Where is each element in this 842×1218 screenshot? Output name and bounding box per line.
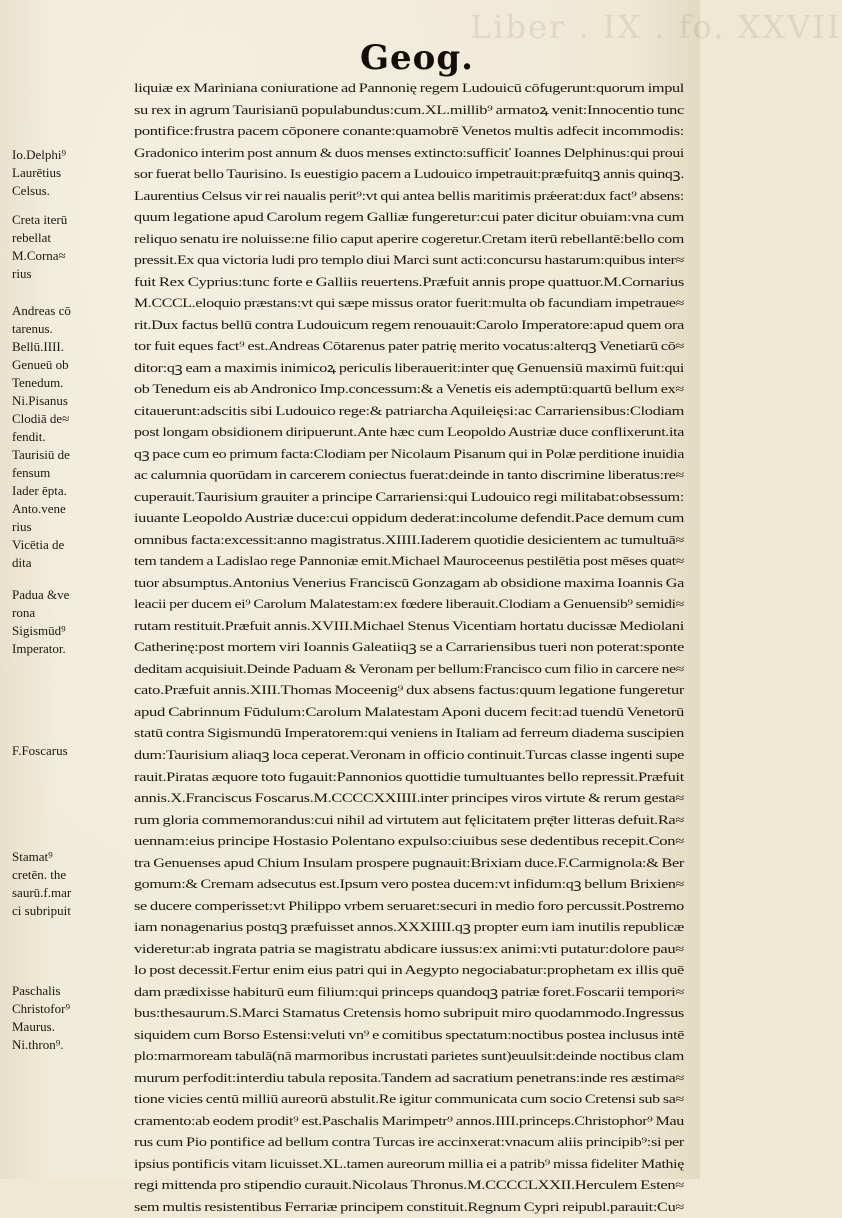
text-line (134, 444, 684, 466)
margin-note (12, 211, 137, 283)
text-line (134, 680, 684, 702)
text-line (134, 336, 684, 358)
text-line-content: iam nonagenarius postqꝫ præfuisset annos.XXXIIII.qꝫ propter eum iam inutilis republicæ (134, 920, 684, 935)
text-line (134, 874, 684, 896)
text-line-content: rauit.Piratas æquore toto fugauit:Pannonios quottidie tumultuantes bello repressit.Præfuit (134, 769, 684, 784)
text-line-content: su rex in agrum Taurisianū populabundus:cum.XL.millib⁹ armatoꝝ venit:Innocentio tunc (134, 102, 684, 117)
main-text-column (134, 78, 684, 1218)
margin-note-line: Io.Delphi⁹ (12, 147, 66, 162)
text-line-content: dum:Taurisium aliaqꝫ loca ceperat.Veronam in officio continuit.Turcas classe ingenti supe (134, 747, 684, 762)
bleed-through-text: Liber . IX . fo. XXVII (470, 8, 842, 46)
text-line (134, 272, 684, 294)
margin-note-line: Laurētius (12, 165, 62, 180)
text-line (134, 358, 684, 380)
margin-note-line: Anto.vene (12, 501, 66, 516)
text-line-content: sem multis resistentibus Ferrariæ principem constituit.Regnum Cypri reipubl.parauit:Cu≈ (134, 1199, 684, 1214)
margin-note-line: Tenedum. (12, 375, 64, 390)
margin-note-line: Maurus. (12, 1019, 55, 1034)
margin-note-line: Sigismūd⁹ (12, 623, 66, 638)
text-line (134, 121, 684, 143)
text-line (134, 530, 684, 552)
text-line (134, 831, 684, 853)
text-line-content: tuor absumptus.Antonius Venerius Franciscū Gonzagam ab obsidione maxima Ioannis Ga (134, 575, 684, 590)
text-line (134, 422, 684, 444)
margin-note (12, 302, 137, 572)
margin-note-line: cretēn. the (12, 867, 67, 882)
margin-note-line: Genueū ob (12, 357, 69, 372)
text-line (134, 723, 684, 745)
text-line-content: Catherinę:post mortem viri Ioannis Galeatiiqꝫ se a Carrariensibus tueri non poterat:sponte (134, 640, 684, 655)
margin-note-line: Stamat⁹ (12, 849, 53, 864)
text-line (134, 1025, 684, 1047)
text-line-content: liquiæ ex Mariniana coniuratione ad Pannonię regem Ludouicū cōfugerunt:quorum impul (134, 81, 684, 95)
text-line (134, 401, 684, 423)
text-line-content: omnibus facta:excessit:anno magistratus.XIIII.Iaderem quotidie desicientem ac tumultuā≈ (134, 532, 684, 547)
text-line-content: rum gloria commemorandus:cui nihil ad virtutem aut fęlicitatem prę̄ter litteras defuit.Ra≈ (134, 812, 684, 827)
text-line (134, 465, 684, 487)
text-line-content: Laurentius Celsus vir rei naualis perit⁹:vt qui antea bellis maritimis prǽerat:dux fact⁹ absens: (134, 188, 684, 203)
margin-note (12, 982, 137, 1054)
margin-note-line: fensum (12, 465, 51, 480)
margin-note (12, 586, 137, 658)
text-line (134, 1003, 684, 1025)
margin-note-line: Ni.thron⁹. (12, 1037, 64, 1052)
text-line-content: qꝫ pace cum eo primum facta:Clodiam per Nicolaum Pisanum qui in Polæ perditione inuidia (134, 446, 684, 461)
text-line (134, 702, 684, 724)
text-line-content: gomum:& Cremam adsecutus est.Ipsum vero postea ducem:vt infidum:qꝫ bellum Brixien≈ (134, 877, 684, 892)
text-line-content: ipsius pontificis vitam licuisset.XL.tamen aureorum millia ei a patrib⁹ missa fideliter Mathię (134, 1156, 684, 1171)
text-line-content: videretur:ab ingrata patria se magistratu abdicare iussus:ex animi:vti putatur:dolore pau≈ (134, 941, 684, 956)
margin-note-line: rona (12, 605, 36, 620)
text-line (134, 810, 684, 832)
text-line-content: post longam obsidionem diripuerunt.Ante hæc cum Leopoldo Austriæ duce conflixerunt.ita (134, 425, 684, 440)
text-line-content: dam prædixisse habiturū eum filium:qui princeps quandoqꝫ patriæ foret.Foscarii tempori≈ (134, 984, 684, 999)
text-line (134, 143, 684, 165)
text-line (134, 594, 684, 616)
text-line-content: apud Cabrinnum Fūdulum:Carolum Malatestam Aponi ducem fecit:ad tuendū Venetorū (134, 704, 684, 719)
text-line-content: quum legatione apud Carolum regem Galliæ fungeretur:cui pater dicitur obuiam:vna cum (134, 210, 684, 225)
text-line (134, 1089, 684, 1111)
text-line (134, 853, 684, 875)
text-line-content: se ducere comperisset:vt Philippo vrbem seruaret:securi in medio foro percussit.Postremo (134, 898, 684, 913)
text-line-content: rus cum Pio pontifice ad bellum contra Turcas ire accinxerat:vnacum aliis principib⁹:si per (134, 1135, 684, 1150)
margin-note-line: Padua &ve (12, 587, 70, 602)
margin-note (12, 848, 137, 920)
margin-note-line: Andreas cō (12, 303, 71, 318)
margin-note-line: Christofor⁹ (12, 1001, 70, 1016)
text-line (134, 487, 684, 509)
margin-note (12, 742, 137, 760)
text-line-content: pontifice:frustra pacem cōponere conante:quamobrē Venetos multis adfecit incommodis: (134, 124, 684, 139)
margin-note-line: Vicētia de (12, 537, 65, 552)
text-line (134, 1046, 684, 1068)
text-line (134, 939, 684, 961)
text-line (134, 659, 684, 681)
margin-note-line: F.Foscarus (12, 743, 68, 758)
text-line (134, 100, 684, 122)
text-line-content: rutam restituit.Præfuit annis.XVIII.Michael Stenus Vicentiam hortatu ducissæ Mediolani (134, 618, 684, 633)
text-line (134, 960, 684, 982)
margin-note-line: Creta iterū (12, 212, 68, 227)
text-line (134, 1068, 684, 1090)
text-line-content: leacii per ducem ei⁹ Carolum Malatestam:ex fœdere liberauit.Clodiam a Genuensib⁹ semidi≈ (134, 597, 684, 612)
text-line-content: cramento:ab eodem prodit⁹ est.Paschalis Marimpetr⁹ annos.IIII.princeps.Christophor⁹ Mau (134, 1113, 684, 1128)
margin-note-line: Paschalis (12, 983, 61, 998)
text-line-content: fuit Rex Cyprius:tunc forte e Galliis reuertens.Præfuit annis prope quattuor.M.Cornarius (134, 274, 684, 289)
text-line (134, 315, 684, 337)
text-line-content: ac calumnia quorūdam in carcerem coniectus fuerat:deinde in tanto discrimine liberatus:re≈ (134, 468, 684, 483)
margin-note-line: Clodiā de≈ (12, 411, 70, 426)
text-line-content: Gradonico interim post annum & duos menses extincto:sufficiť Ioannes Delphinus:qui proui (134, 145, 684, 160)
margin-note-line: rius (12, 266, 32, 281)
text-line (134, 1154, 684, 1176)
text-line (134, 293, 684, 315)
text-line-content: tor fuit eques fact⁹ est.Andreas Cōtarenus pater patrię merito vocatus:alterqꝫ Venetiarū cō≈ (134, 339, 684, 354)
margin-note (12, 146, 137, 200)
margin-note-line: fendit. (12, 429, 46, 444)
text-line (134, 788, 684, 810)
running-head: Geog. (360, 38, 474, 78)
text-line-content: tione vicies centū milliū aureorū abstulit.Re igitur communicata cum socio Cretensi sub sa≈ (134, 1092, 684, 1107)
text-line-content: annis.X.Franciscus Foscarus.M.CCCCXXIIII.inter principes viros virtute & rerum gesta≈ (134, 791, 684, 806)
margin-note-line: Iader ēpta. (12, 483, 67, 498)
text-line-content: deditam acquisiuit.Deinde Paduam & Veronam per bellum:Francisco cum filio in carcere ne≈ (134, 661, 684, 676)
text-line-content: cato.Præfuit annis.XIII.Thomas Moceenig⁹ dux absens factus:quum legatione fungeretur (134, 683, 684, 698)
margin-note-line: dita (12, 555, 32, 570)
text-line (134, 207, 684, 229)
text-line-content: iuuante Leopoldo Austriæ duce:cui oppidum dederat:incolume defendit.Pace demum cum (134, 511, 684, 526)
text-line (134, 1132, 684, 1154)
text-line-content: sor fuerat bello Taurisino. Is euestigio pacem a Ludouico impetrauit:præfuitqꝫ annis quinqꝫ. (134, 167, 684, 182)
margin-note-line: ci subripuit (12, 903, 71, 918)
margin-note-line: saurū.f.mar (12, 885, 72, 900)
text-line (134, 767, 684, 789)
text-line (134, 896, 684, 918)
text-line-content: ob Tenedum eis ab Andronico Imp.concessum:& a Venetis eis ademptū:quartū bellum ex≈ (134, 382, 684, 397)
margin-note-line: tarenus. (12, 321, 53, 336)
margin-note-line: Bellū.IIII. (12, 339, 64, 354)
margin-note-line: Taurisiū de (12, 447, 70, 462)
text-line (134, 917, 684, 939)
text-line-content: murum perfodit:interdiu tabula reposita.Tandem ad sacratium penetrans:inde res æstima≈ (134, 1070, 684, 1085)
text-line-content: bus:thesaurum.S.Marci Stamatus Cretensis homo subripuit miro quodammodo.Ingressus (134, 1006, 684, 1021)
text-line-content: lo post decessit.Fertur enim eius patri qui in Aegypto negociabatur:prophetam ex illis quē (134, 963, 684, 978)
text-line-content: ditor:qꝫ eam a maximis inimicoꝝ periculis liberauerit:inter quę Genuensiū maximū fuit:qui (134, 360, 684, 375)
text-line (134, 508, 684, 530)
text-line (134, 229, 684, 251)
margin-note-line: M.Corna≈ (12, 248, 66, 263)
text-line (134, 551, 684, 573)
text-line-content: pressit.Ex qua victoria ludi pro templo diui Marci sunt acti:concursu hastarum:quibus inter≈ (134, 253, 684, 268)
margin-note-line: Ni.Pisanus (12, 393, 68, 408)
text-line (134, 1197, 684, 1218)
margin-note-line: rebellat (12, 230, 51, 245)
text-line-content: tem tandem a Ladislao rege Pannoniæ emit.Michael Mauroceenus pestilētia post mēses quat≈ (134, 554, 684, 569)
text-line (134, 379, 684, 401)
text-line-content: plo:marmoream tabulā(nā marmoribus incrustati parietes sunt)euulsit:deinde noctibus clam (134, 1049, 684, 1064)
text-line (134, 250, 684, 272)
text-line (134, 745, 684, 767)
text-line (134, 1175, 684, 1197)
text-line-content: regi mittenda pro stipendio curauit.Nicolaus Thronus.M.CCCCLXXII.Herculem Esten≈ (134, 1178, 684, 1193)
text-line (134, 164, 684, 186)
margin-note-line: Imperator. (12, 641, 66, 656)
text-line-content: tra Genuenses apud Chium Insulam prospere pugnauit:Brixiam duce.F.Carmignola:& Ber (134, 855, 684, 870)
text-line (134, 637, 684, 659)
margin-note-line: Celsus. (12, 183, 50, 198)
text-line (134, 78, 684, 100)
text-line-content: uennam:eius principe Hostasio Polentano expulso:ciuibus sese dedentibus recepit.Con≈ (134, 834, 684, 849)
text-line (134, 1111, 684, 1133)
text-line-content: citauerunt:adscitis sibi Ludouico rege:& patriarcha Aquileięsi:ac Carrariensibus:Clodiam (134, 403, 684, 418)
text-line (134, 616, 684, 638)
text-line-content: M.CCCL.eloquio præstans:vt qui sæpe missus orator fuerit:multa ob facundiam impetraue≈ (134, 296, 684, 311)
text-line (134, 186, 684, 208)
text-line (134, 573, 684, 595)
text-line-content: rit.Dux factus bellū contra Ludouicum regem renouauit:Carolo Imperatore:apud quem ora (134, 317, 684, 332)
text-line (134, 982, 684, 1004)
margin-note-line: rius (12, 519, 32, 534)
text-line-content: siquidem cum Borso Estensi:veluti vn⁹ e comitibus spectatum:noctibus postea inclusus intē (134, 1027, 684, 1042)
text-line-content: statū contra Sigismundū Imperatorem:qui veniens in Italiam ad ferreum diadema suscipien (134, 726, 684, 741)
text-line-content: reliquo senatu ire noluisse:ne filio caput aperire cogeretur.Cretam iterū rebellantē:bello com (134, 231, 684, 246)
text-line-content: cuperauit.Taurisium grauiter a principe Carrariensi:qui Ludouico regi militabat:obsessum: (134, 489, 684, 504)
